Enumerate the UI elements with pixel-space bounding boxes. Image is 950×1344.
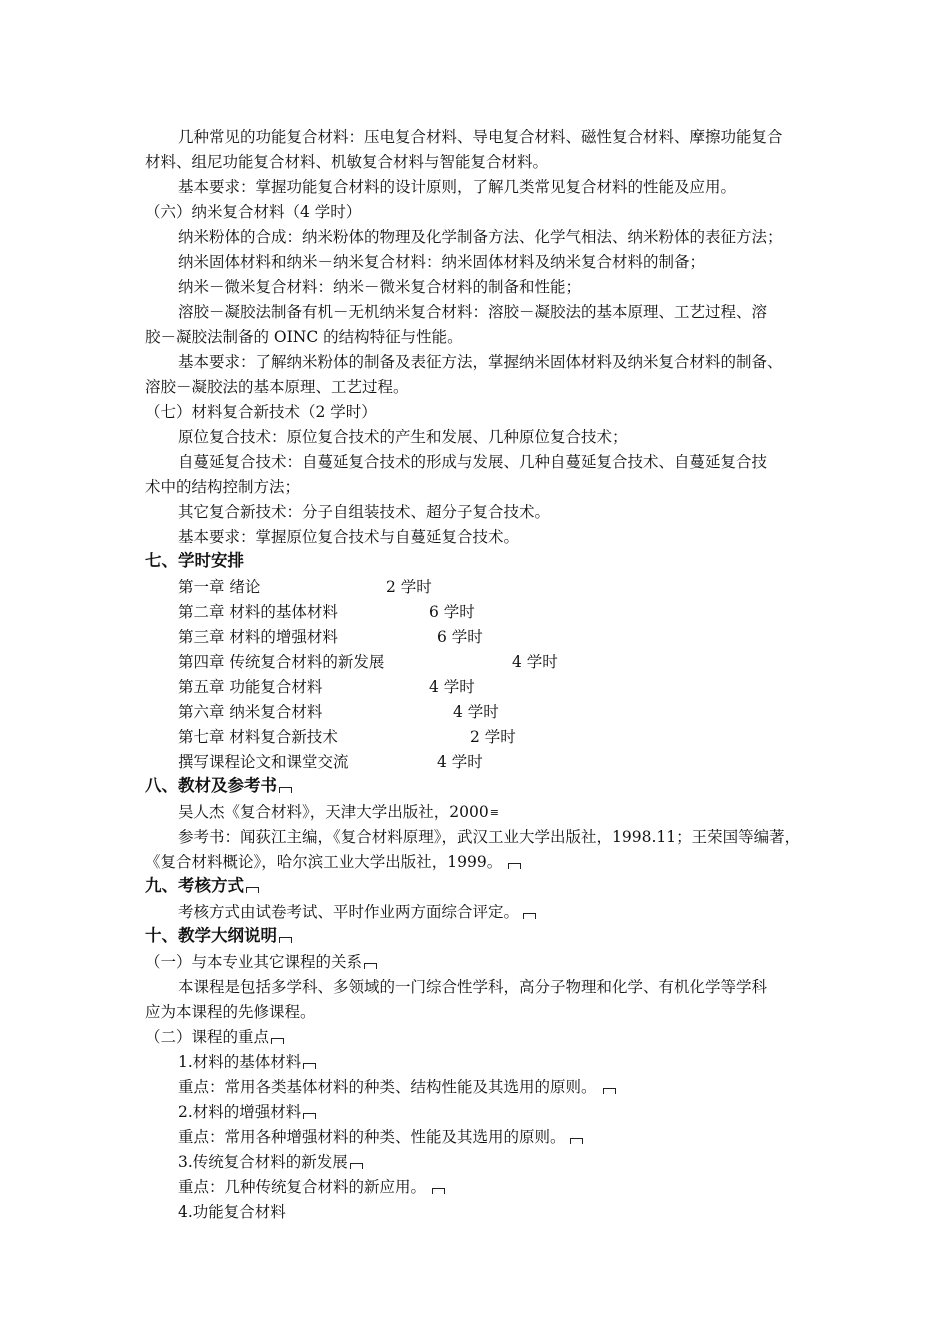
schedule-hours: 4 学时	[453, 703, 499, 721]
paragraph-mark-icon	[603, 1088, 616, 1094]
paragraph: 参考书：闻荻江主编，《复合材料原理》，武汉工业大学出版社，1998.11；王荣国等编著，	[178, 828, 801, 846]
list-item	[178, 1102, 316, 1122]
paragraph	[178, 1177, 445, 1197]
list-item	[178, 1052, 316, 1072]
paragraph-mark-icon	[279, 937, 292, 943]
paragraph-mark-icon	[570, 1138, 583, 1144]
schedule-hours: 4 学时	[429, 678, 475, 696]
section-heading	[145, 926, 292, 946]
subsection-title: （七）材料复合新技术（2 学时）	[145, 403, 377, 421]
schedule-chapter: 第五章 功能复合材料	[178, 678, 323, 696]
paragraph: 本课程是包括多学科、多领域的一门综合性学科，高分子物理和化学、有机化学等学科	[178, 978, 768, 996]
paragraph-mark-icon	[364, 963, 377, 969]
paragraph	[178, 802, 499, 823]
schedule-chapter: 第二章 材料的基体材料	[178, 603, 338, 621]
paragraph-mark-icon	[246, 887, 259, 893]
list-item: 4.功能复合材料	[178, 1203, 286, 1221]
paragraph-mark-icon	[350, 1163, 363, 1169]
paragraph-mark-icon	[271, 1038, 284, 1044]
schedule-hours: 6 学时	[429, 603, 475, 621]
section-heading	[145, 776, 292, 796]
schedule-chapter: 第六章 纳米复合材料	[178, 703, 323, 721]
schedule-hours: 6 学时	[437, 628, 483, 646]
paragraph: 术中的结构控制方法；	[145, 478, 301, 496]
equals-mark-icon: ≡	[489, 806, 499, 819]
paragraph: 几种常见的功能复合材料：压电复合材料、导电复合材料、磁性复合材料、摩擦功能复合	[178, 128, 783, 146]
schedule-hours: 4 学时	[512, 653, 558, 671]
paragraph: 胶－凝胶法制备的 OINC 的结构特征与性能。	[145, 328, 463, 346]
section-heading-text: 八、教材及参考书	[145, 776, 277, 795]
subsection-title-text: （一）与本专业其它课程的关系	[145, 953, 363, 971]
paragraph: 纳米粉体的合成：纳米粉体的物理及化学制备方法、化学气相法、纳米粉体的表征方法；	[178, 228, 783, 246]
subsection-title	[145, 1027, 284, 1047]
schedule-hours: 4 学时	[437, 753, 483, 771]
reference-text: 《复合材料概论》，哈尔滨工业大学出版社，1999。	[145, 853, 503, 871]
list-item-text: 2.材料的增强材料	[178, 1103, 302, 1121]
paragraph-mark-icon	[508, 863, 521, 869]
paragraph-mark-icon	[279, 787, 292, 793]
list-item-text: 1.材料的基体材料	[178, 1053, 302, 1071]
section-heading-text: 十、教学大纲说明	[145, 926, 277, 945]
paragraph-mark-icon	[303, 1063, 316, 1069]
paragraph: 其它复合新技术：分子自组装技术、超分子复合技术。	[178, 503, 551, 521]
paragraph: 应为本课程的先修课程。	[145, 1003, 316, 1021]
schedule-chapter: 第三章 材料的增强材料	[178, 628, 338, 646]
focus-text: 重点：几种传统复合材料的新应用。	[178, 1178, 427, 1196]
paragraph	[145, 852, 521, 872]
paragraph: 溶胶－凝胶法制备有机－无机纳米复合材料：溶胶－凝胶法的基本原理、工艺过程、溶	[178, 303, 768, 321]
paragraph: 纳米固体材料和纳米－纳米复合材料：纳米固体材料及纳米复合材料的制备；	[178, 253, 706, 271]
assessment-text: 考核方式由试卷考试、平时作业两方面综合评定。	[178, 903, 520, 921]
subsection-title: （六）纳米复合材料（4 学时）	[145, 203, 362, 221]
schedule-chapter: 第七章 材料复合新技术	[178, 728, 338, 746]
paragraph: 基本要求：了解纳米粉体的制备及表征方法，掌握纳米固体材料及纳米复合材料的制备、	[178, 353, 783, 371]
section-heading-text: 九、考核方式	[145, 876, 244, 895]
section-heading: 七、学时安排	[145, 551, 244, 570]
paragraph: 溶胶－凝胶法的基本原理、工艺过程。	[145, 378, 409, 396]
schedule-chapter: 第一章 绪论	[178, 578, 261, 596]
subsection-title	[145, 952, 377, 972]
schedule-chapter: 第四章 传统复合材料的新发展	[178, 653, 385, 671]
paragraph	[178, 902, 536, 922]
section-heading	[145, 876, 259, 896]
paragraph: 原位复合技术：原位复合技术的产生和发展、几种原位复合技术；	[178, 428, 628, 446]
paragraph: 基本要求：掌握功能复合材料的设计原则，了解几类常见复合材料的性能及应用。	[178, 178, 737, 196]
focus-text: 重点：常用各种增强材料的种类、性能及其选用的原则。	[178, 1128, 566, 1146]
schedule-chapter: 撰写课程论文和课堂交流	[178, 753, 349, 771]
list-item	[178, 1152, 363, 1172]
paragraph-mark-icon	[303, 1113, 316, 1119]
focus-text: 重点：常用各类基体材料的种类、结构性能及其选用的原则。	[178, 1078, 597, 1096]
paragraph-mark-icon	[523, 913, 536, 919]
schedule-hours: 2 学时	[470, 728, 516, 746]
paragraph: 材料、组尼功能复合材料、机敏复合材料与智能复合材料。	[145, 153, 549, 171]
textbook-main: 吴人杰《复合材料》，天津大学出版社，2000	[178, 803, 489, 821]
subsection-title-text: （二）课程的重点	[145, 1028, 270, 1046]
paragraph-mark-icon	[432, 1188, 445, 1194]
schedule-hours: 2 学时	[386, 578, 432, 596]
paragraph	[178, 1127, 583, 1147]
paragraph	[178, 1077, 616, 1097]
paragraph: 基本要求：掌握原位复合技术与自蔓延复合技术。	[178, 528, 520, 546]
paragraph: 纳米－微米复合材料：纳米－微米复合材料的制备和性能；	[178, 278, 582, 296]
paragraph: 自蔓延复合技术：自蔓延复合技术的形成与发展、几种自蔓延复合技术、自蔓延复合技	[178, 453, 768, 471]
list-item-text: 3.传统复合材料的新发展	[178, 1153, 348, 1171]
